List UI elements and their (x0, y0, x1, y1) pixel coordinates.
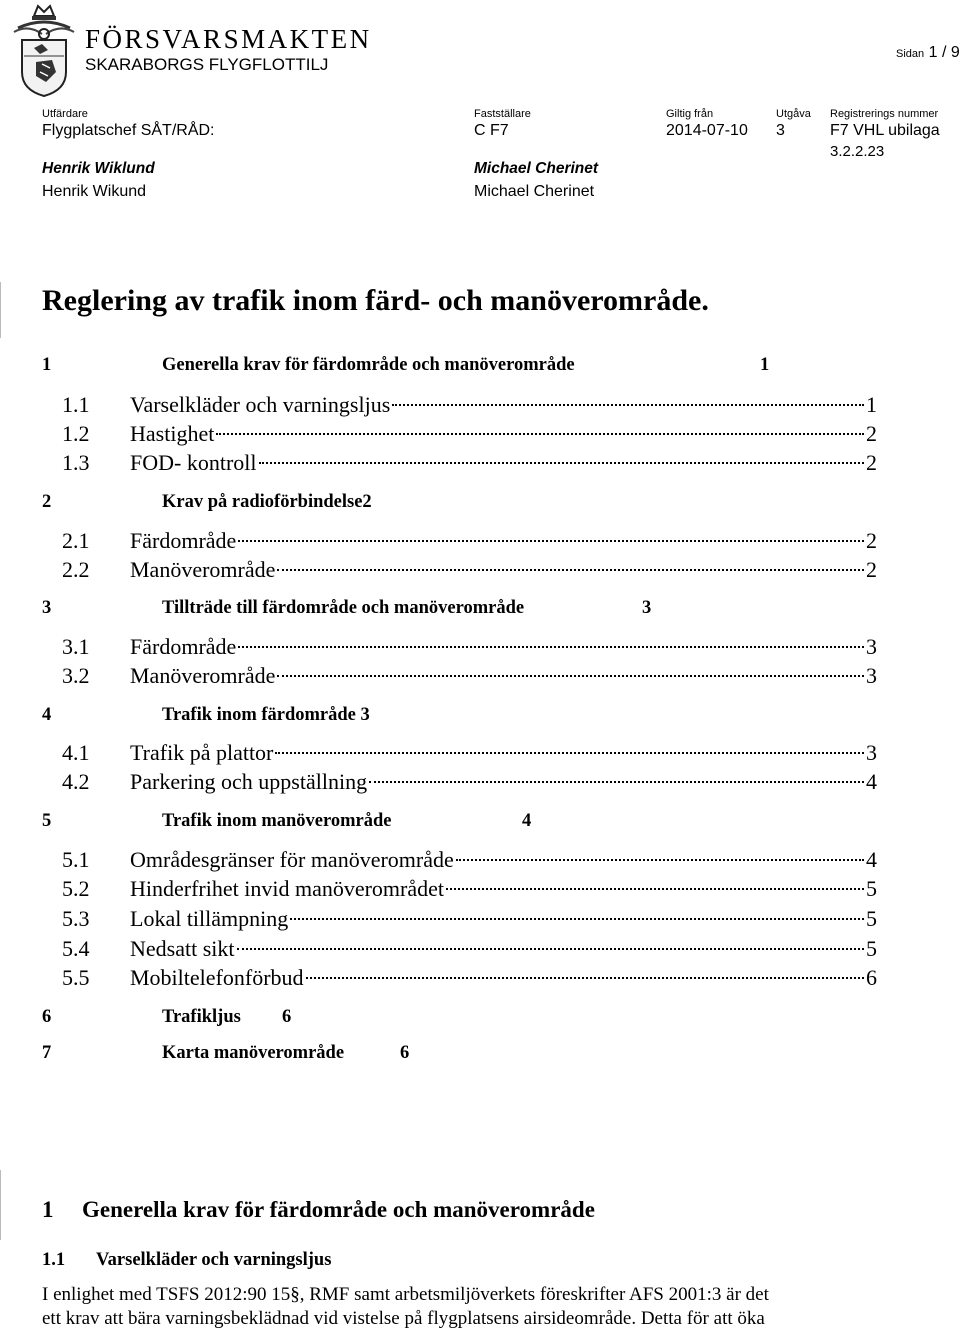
toc-page: 3 (866, 663, 877, 688)
utfardare-label: Utfärdare (42, 108, 88, 120)
body-text-line: I enlighet med TSFS 2012:90 15§, RMF samt arbetsmiljöverkets föreskrifter AFS 2001:3 är det (42, 1284, 769, 1305)
giltig-fran-value: 2014-07-10 (666, 122, 748, 139)
faststallare-label: Fastställare (474, 108, 531, 120)
registreringsnummer-label: Registrerings nummer (830, 108, 939, 120)
toc-num: 4.1 (62, 740, 90, 765)
toc-label: Trafik på plattor (130, 740, 274, 765)
unit-name: SKARABORGS FLYGFLOTTILJ (85, 55, 329, 74)
toc-page: 4 (866, 847, 877, 872)
toc-leader (259, 462, 865, 464)
forsvarsmakten-emblem-icon (12, 2, 76, 98)
toc-num: 5.3 (62, 906, 90, 931)
toc-entry[interactable] (62, 965, 877, 993)
toc-num: 5.1 (62, 847, 90, 872)
body-text-line: ett krav att bära varningsbeklädnad vid vistelse på flygplatsens airsideområde. Detta för att öka (42, 1308, 765, 1329)
toc-heading-3-label: Tillträde till färdområde och manöverområde (162, 598, 525, 618)
toc-num: 1 (42, 355, 52, 375)
toc-entry[interactable] (62, 936, 877, 964)
name-faststallare: Michael Cherinet (474, 183, 595, 200)
toc-page: 2 (866, 450, 877, 475)
toc-leader (369, 781, 864, 783)
toc-num: 5.5 (62, 965, 90, 990)
toc-num: 1.1 (62, 392, 90, 417)
toc-heading-4-num: 4 (42, 705, 52, 725)
toc-num: 1.3 (62, 450, 90, 475)
toc-heading-4-label: Trafik inom färdområde 3 (162, 705, 370, 725)
toc-page: 4 (866, 769, 877, 794)
toc-entry[interactable] (62, 876, 877, 904)
toc-heading-1 (42, 355, 51, 376)
toc-label: FOD- kontroll (130, 450, 257, 475)
toc-label: Hinderfrihet invid manöverområdet (130, 876, 445, 901)
toc-page: 2 (866, 528, 877, 553)
toc-num: 2.1 (62, 528, 90, 553)
toc-entry[interactable] (62, 392, 877, 420)
toc-heading-6-label: Trafikljus (162, 1007, 241, 1027)
toc-heading-7-page: 6 (400, 1043, 410, 1063)
toc-label: Lokal tillämpning (130, 906, 289, 931)
toc-page: 5 (866, 906, 877, 931)
toc-entry[interactable] (62, 769, 877, 797)
toc-page: 6 (866, 965, 877, 990)
faststallare-value: C F7 (474, 122, 509, 139)
toc-label: Områdesgränser för manöverområde (130, 847, 454, 872)
toc-label: Manöverområde (130, 663, 276, 688)
toc-heading-1-label: Generella krav för färdområde och manöverområde (162, 355, 575, 375)
toc-entry[interactable] (62, 421, 877, 449)
utfardare-value: Flygplatschef SÅT/RÅD: (42, 122, 215, 139)
section-1-1-title: Varselkläder och varningsljus (96, 1250, 332, 1270)
toc-page: 5 (866, 936, 877, 961)
toc-entry[interactable] (62, 557, 877, 585)
toc-page: 1 (866, 392, 877, 417)
toc-num: 3.1 (62, 634, 90, 659)
toc-label: Manöverområde (130, 557, 276, 582)
section-1-1-num: 1.1 (42, 1250, 66, 1270)
signature-utfardare: Henrik Wiklund (42, 160, 155, 177)
toc-label: Parkering och uppställning (130, 769, 368, 794)
toc-page: 2 (866, 557, 877, 582)
registreringsnummer-value-line2: 3.2.2.23 (830, 143, 885, 160)
toc-page: 5 (866, 876, 877, 901)
name-utfardare: Henrik Wikund (42, 183, 147, 200)
toc-heading-6-page: 6 (282, 1007, 292, 1027)
page-total: 9 (950, 44, 960, 61)
toc-leader (216, 433, 864, 435)
toc-num: 5.2 (62, 876, 90, 901)
toc-label: Färdområde (130, 634, 237, 659)
toc-leader (392, 404, 864, 406)
toc-heading-7-num: 7 (42, 1043, 52, 1063)
utgava-label: Utgåva (776, 108, 811, 120)
toc-leader (277, 569, 864, 571)
signature-faststallare: Michael Cherinet (474, 160, 599, 177)
organization-name: FÖRSVARSMAKTEN (85, 24, 372, 54)
toc-entry[interactable] (62, 450, 877, 478)
toc-heading-3-page: 3 (642, 598, 652, 618)
toc-label: Hastighet (130, 421, 215, 446)
toc-num: 4.2 (62, 769, 90, 794)
page-separator: / (941, 44, 947, 61)
giltig-fran-label: Giltig från (666, 108, 714, 120)
toc-entry[interactable] (62, 847, 877, 875)
toc-entry[interactable] (62, 634, 877, 662)
document-title: Reglering av trafik inom färd- och manöverområde. (42, 284, 709, 317)
toc-heading-6-num: 6 (42, 1007, 52, 1027)
toc-page: 3 (866, 740, 877, 765)
toc-heading-5-num: 5 (42, 811, 52, 831)
page-prefix: Sidan (896, 48, 925, 60)
toc-heading-5-page: 4 (522, 811, 532, 831)
toc-page: 3 (866, 634, 877, 659)
toc-entry[interactable] (62, 740, 877, 768)
toc-num: 1.2 (62, 421, 90, 446)
toc-entry[interactable] (62, 906, 877, 934)
toc-entry[interactable] (62, 663, 877, 691)
toc-heading-1-page: 1 (760, 355, 770, 375)
page-indicator (896, 44, 960, 62)
toc-leader (290, 918, 864, 920)
margin-rule (0, 282, 1, 338)
toc-num: 2.2 (62, 557, 90, 582)
section-1-title: Generella krav för färdområde och manöverområde (82, 1197, 595, 1222)
toc-label: Mobiltelefonförbud (130, 965, 304, 990)
toc-leader (237, 948, 865, 950)
toc-entry[interactable] (62, 528, 877, 556)
toc-heading-7-label: Karta manöverområde (162, 1043, 345, 1063)
toc-label: Nedsatt sikt (130, 936, 235, 961)
toc-leader (306, 977, 864, 979)
toc-page: 2 (866, 421, 877, 446)
toc-heading-2-label: Krav på radioförbindelse2 (162, 492, 372, 512)
registreringsnummer-value: F7 VHL ubilaga (830, 122, 940, 139)
toc-num: 3.2 (62, 663, 90, 688)
toc-leader (456, 859, 864, 861)
toc-heading-3-num: 3 (42, 598, 52, 618)
toc-heading-5-label: Trafik inom manöverområde (162, 811, 392, 831)
toc-leader (446, 888, 864, 890)
toc-label: Varselkläder och varningsljus (130, 392, 391, 417)
toc-leader (277, 675, 864, 677)
toc-label: Färdområde (130, 528, 237, 553)
toc-heading-2-num: 2 (42, 492, 52, 512)
toc-leader (238, 540, 864, 542)
utgava-value: 3 (776, 122, 785, 139)
toc-leader (275, 752, 864, 754)
margin-rule (0, 1170, 1, 1240)
toc-leader (238, 646, 864, 648)
section-1-num: 1 (42, 1197, 54, 1222)
toc-num: 5.4 (62, 936, 90, 961)
page-current: 1 (928, 44, 938, 61)
